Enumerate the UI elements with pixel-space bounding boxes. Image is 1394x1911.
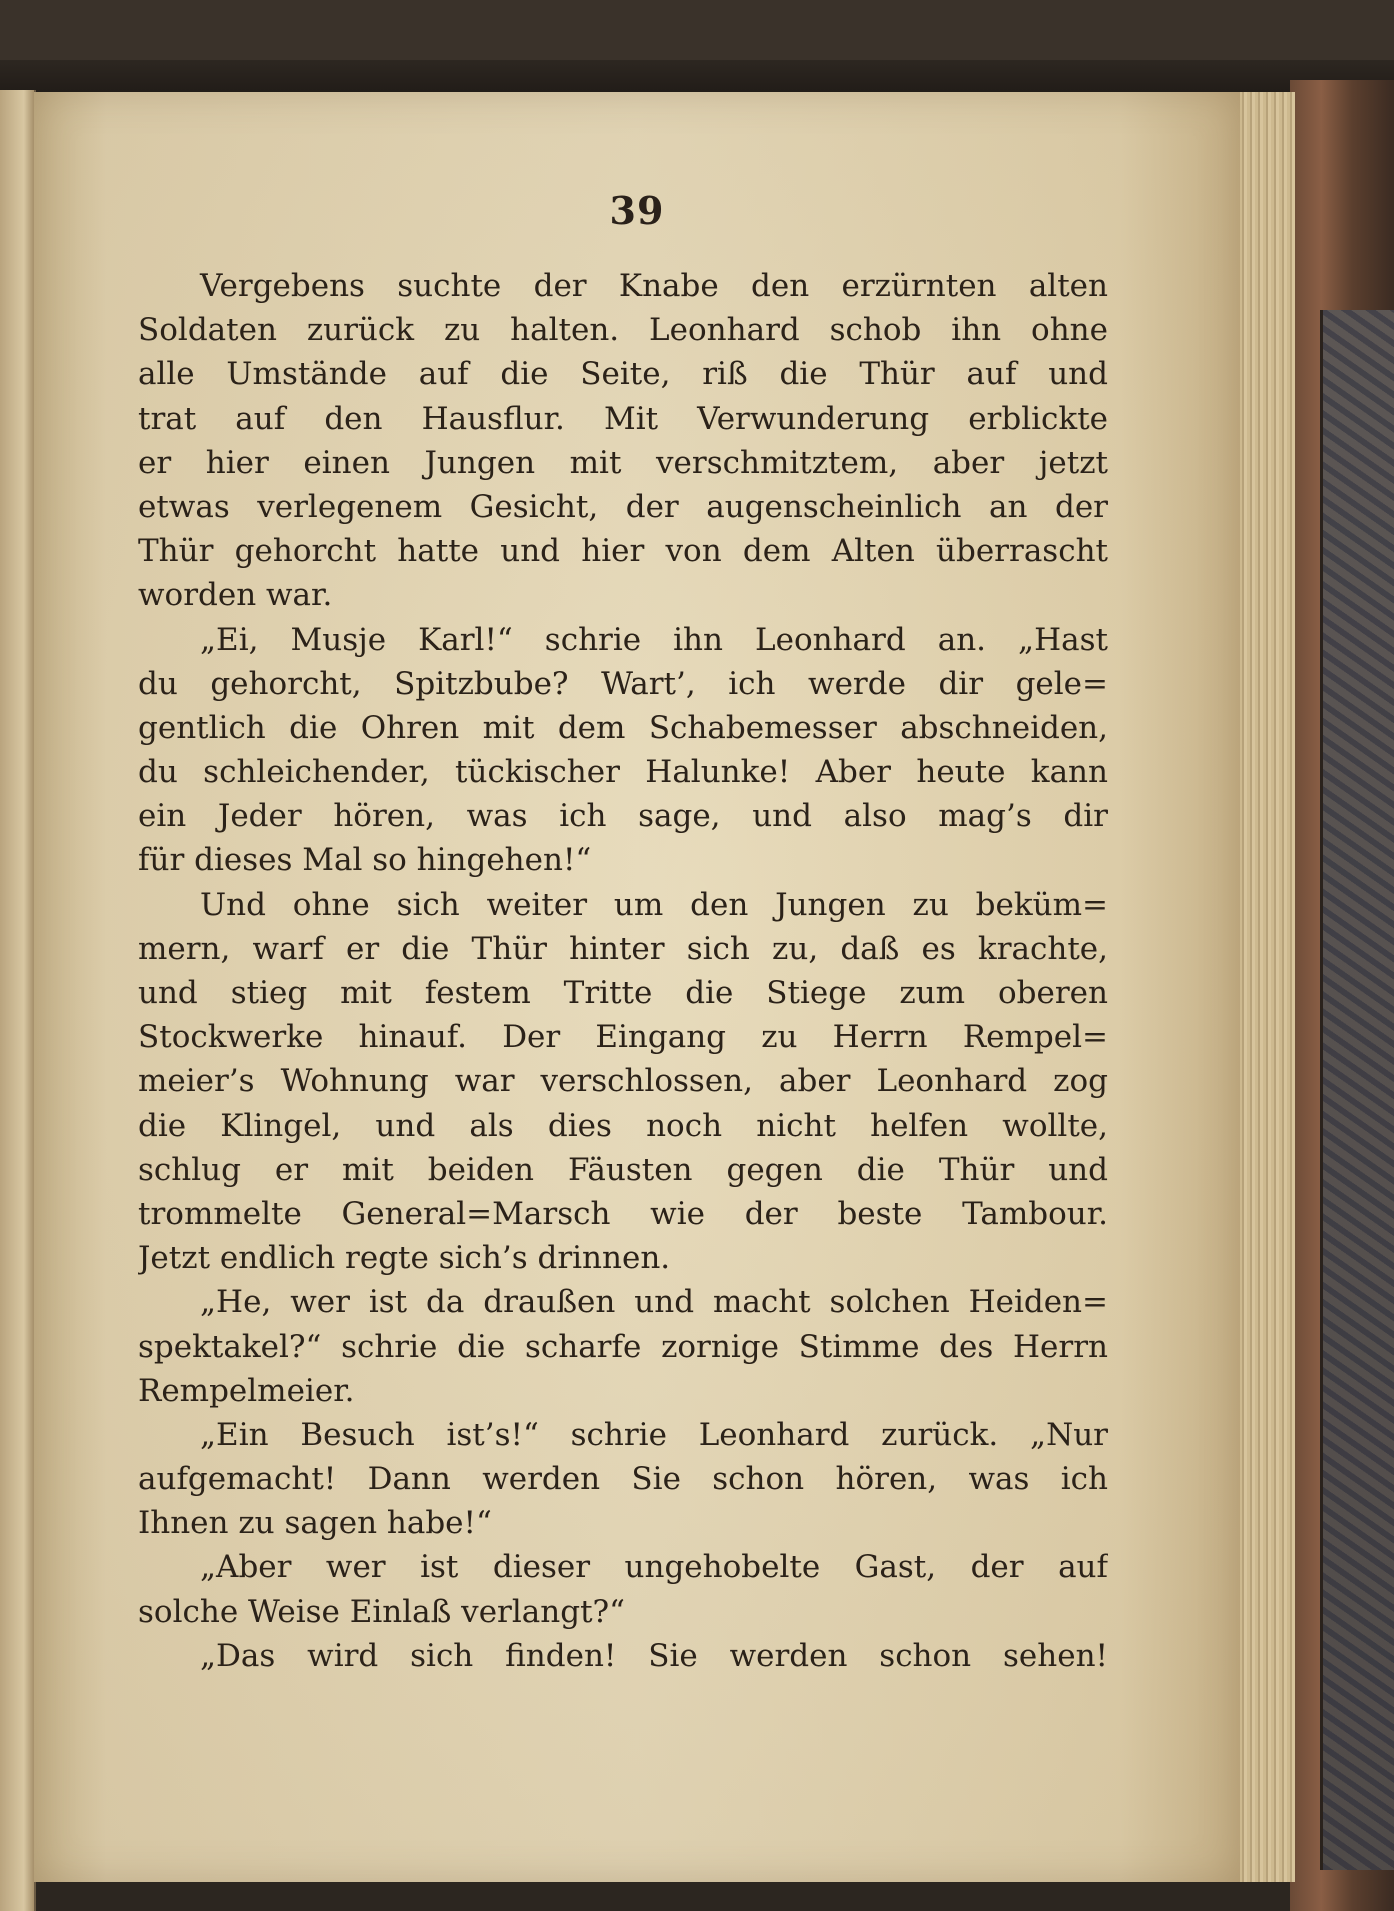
book-page — [34, 92, 1240, 1882]
text-line: „Das wird sich finden! Sie werden schon sehen! — [200, 1637, 1108, 1674]
page-text — [138, 264, 1108, 1678]
book-cover-right — [1290, 80, 1394, 1911]
page-block-edge — [1238, 92, 1295, 1882]
text-line: ein Jeder hören, was ich sage, und also mag’s dir — [138, 798, 1108, 835]
text-line: „Ei, Musje Karl!“ schrie ihn Leonhard an. „Hast — [200, 621, 1108, 658]
text-line: meier’s Wohnung war verschlossen, aber Leonhard zog — [138, 1063, 1108, 1100]
text-line: „Aber wer ist dieser ungehobelte Gast, der auf — [200, 1549, 1108, 1586]
marbled-cover-panel — [1320, 310, 1394, 1870]
text-line: Soldaten zurück zu halten. Leonhard schob ihn ohne — [138, 312, 1108, 349]
text-line: trat auf den Hausflur. Mit Verwunderung erblickte — [138, 400, 1108, 437]
facing-page-edge — [0, 90, 36, 1911]
text-line: spektakel?“ schrie die scharfe zornige Stimme des Herrn — [138, 1328, 1108, 1365]
text-line: etwas verlegenem Gesicht, der augenscheinlich an der — [138, 488, 1108, 525]
text-line: „He, wer ist da draußen und macht solchen Heiden= — [200, 1284, 1108, 1321]
text-line: Und ohne sich weiter um den Jungen zu beküm= — [200, 886, 1108, 923]
text-line: worden war. — [138, 577, 333, 614]
text-line: mern, warf er die Thür hinter sich zu, daß es krachte, — [138, 930, 1108, 967]
text-line: für dieses Mal so hingehen!“ — [138, 842, 592, 879]
text-line: solche Weise Einlaß verlangt?“ — [138, 1593, 625, 1630]
page-number: 39 — [609, 188, 665, 233]
text-line: und stieg mit festem Tritte die Stiege zum oberen — [138, 975, 1108, 1011]
text-line: alle Umstände auf die Seite, riß die Thür auf und — [138, 356, 1108, 393]
text-line: trommelte General=Marsch wie der beste Tambour. — [138, 1195, 1108, 1232]
text-line: die Klingel, und als dies noch nicht helfen wollte, — [138, 1107, 1108, 1144]
text-line: Thür gehorcht hatte und hier von dem Alten überrascht — [138, 533, 1108, 570]
text-line: aufgemacht! Dann werden Sie schon hören, was ich — [138, 1461, 1108, 1498]
text-line: Rempelmeier. — [138, 1372, 355, 1409]
text-line: Ihnen zu sagen habe!“ — [138, 1505, 492, 1542]
text-line: Stockwerke hinauf. Der Eingang zu Herrn Rempel= — [138, 1019, 1108, 1056]
text-line: „Ein Besuch ist’s!“ schrie Leonhard zurück. „Nur — [200, 1416, 1108, 1453]
text-line: du schleichender, tückischer Halunke! Aber heute kann — [138, 754, 1108, 791]
text-line: schlug er mit beiden Fäusten gegen die Thür und — [138, 1151, 1108, 1188]
text-line: Vergebens suchte der Knabe den erzürnten alten — [200, 268, 1108, 304]
text-line: gentlich die Ohren mit dem Schabemesser abschneiden, — [138, 709, 1108, 746]
text-line: Jetzt endlich regte sich’s drinnen. — [138, 1240, 671, 1277]
text-line: du gehorcht, Spitzbube? Wart’, ich werde dir gele= — [138, 665, 1108, 702]
text-line: er hier einen Jungen mit verschmitztem, aber jetzt — [138, 444, 1108, 481]
